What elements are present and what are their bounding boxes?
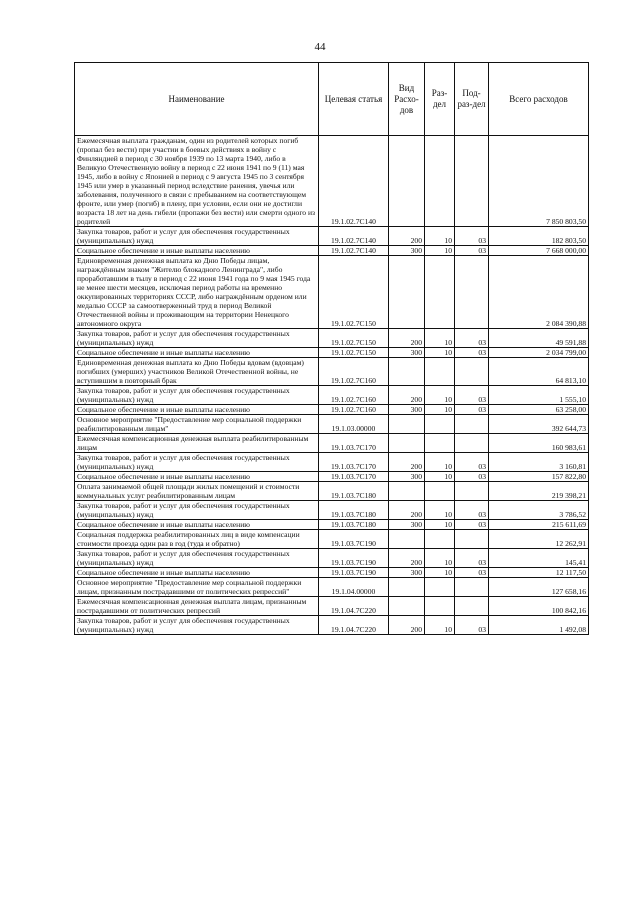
cell-kind: 200 [389, 386, 425, 405]
table-row [75, 246, 589, 256]
cell-section: 10 [425, 405, 455, 415]
cell-target: 19.1.03.7С190 [319, 549, 389, 568]
cell-target: 19.1.03.7С190 [319, 568, 389, 578]
header-total: Всего расходов [489, 63, 589, 136]
table-row [75, 256, 589, 329]
cell-total: 100 842,16 [489, 597, 589, 616]
cell-kind [389, 597, 425, 616]
cell-name: Ежемесячная компенсационная денежная выплата реабилитированным лицам [75, 434, 319, 453]
cell-subsection: 03 [455, 227, 489, 246]
cell-total: 160 983,61 [489, 434, 589, 453]
cell-total: 3 160,81 [489, 453, 589, 472]
cell-total: 2 034 799,00 [489, 348, 589, 358]
cell-kind: 300 [389, 568, 425, 578]
cell-kind: 300 [389, 472, 425, 482]
cell-target: 19.1.03.7С180 [319, 520, 389, 530]
cell-total: 12 262,91 [489, 530, 589, 549]
cell-section [425, 358, 455, 386]
cell-name: Социальное обеспечение и иные выплаты населению [75, 246, 319, 256]
cell-subsection: 03 [455, 568, 489, 578]
cell-subsection [455, 578, 489, 597]
cell-kind: 300 [389, 246, 425, 256]
cell-section: 10 [425, 501, 455, 520]
cell-section: 10 [425, 246, 455, 256]
cell-section [425, 578, 455, 597]
cell-section: 10 [425, 472, 455, 482]
cell-total: 63 258,00 [489, 405, 589, 415]
cell-target: 19.1.03.7С170 [319, 472, 389, 482]
cell-target: 19.1.02.7С150 [319, 348, 389, 358]
cell-total: 127 658,16 [489, 578, 589, 597]
table-row [75, 434, 589, 453]
cell-section: 10 [425, 227, 455, 246]
cell-name: Ежемесячная компенсационная денежная выплата лицам, признанным пострадавшими от политических репрессий [75, 597, 319, 616]
cell-subsection: 03 [455, 348, 489, 358]
cell-name: Закупка товаров, работ и услуг для обеспечения государственных (муниципальных) нужд [75, 501, 319, 520]
header-name: Наименование [75, 63, 319, 136]
cell-target: 19.1.03.7С180 [319, 482, 389, 501]
table-row [75, 472, 589, 482]
cell-section: 10 [425, 568, 455, 578]
cell-subsection [455, 597, 489, 616]
table-row [75, 386, 589, 405]
cell-name: Социальное обеспечение и иные выплаты населению [75, 348, 319, 358]
cell-subsection [455, 358, 489, 386]
table-header-row [75, 63, 589, 136]
header-target: Целевая статья [319, 63, 389, 136]
cell-target: 19.1.02.7С160 [319, 358, 389, 386]
cell-subsection: 03 [455, 549, 489, 568]
cell-name: Закупка товаров, работ и услуг для обеспечения государственных (муниципальных) нужд [75, 453, 319, 472]
cell-kind: 200 [389, 227, 425, 246]
cell-name: Единовременная денежная выплата ко Дню Победы вдовам (вдовцам) погибших (умерших) участников Великой Отечественной войны, не вступившим в повторный брак [75, 358, 319, 386]
cell-section: 10 [425, 616, 455, 635]
cell-target: 19.1.02.7С140 [319, 246, 389, 256]
cell-name: Закупка товаров, работ и услуг для обеспечения государственных (муниципальных) нужд [75, 227, 319, 246]
cell-target: 19.1.02.7С140 [319, 136, 389, 227]
cell-subsection: 03 [455, 453, 489, 472]
cell-total: 1 555,10 [489, 386, 589, 405]
cell-total: 157 822,80 [489, 472, 589, 482]
cell-target: 19.1.02.7С160 [319, 386, 389, 405]
table-row [75, 348, 589, 358]
cell-section [425, 136, 455, 227]
cell-total: 182 803,50 [489, 227, 589, 246]
cell-section [425, 597, 455, 616]
cell-target: 19.1.02.7С140 [319, 227, 389, 246]
cell-name: Ежемесячная выплата гражданам, один из родителей которых погиб (пропал без вести) при участии в боевых действиях в войну с Финляндией в период с 30 ноября 1939 по 13 марта 1940, либо в Великую Отечественную войну в период с 22 июня 1941 по 9 (11) мая 1945, либо в войну с Японией в период с 9 августа 1945 по 3 сентября 1945 или умер в указанный период вследствие ранения, увечья или заболевания, полученного в связи с пребыванием на соответствующем фронте, или умер (погиб) в плену, при условии, если они не достигли возраста 18 лет на день гибели (пропажи без вести) или смерти одного из родителей [75, 136, 319, 227]
cell-section [425, 415, 455, 434]
cell-subsection [455, 434, 489, 453]
table-body [75, 136, 589, 635]
cell-kind [389, 434, 425, 453]
cell-subsection: 03 [455, 616, 489, 635]
cell-target: 19.1.03.7С190 [319, 530, 389, 549]
cell-kind: 200 [389, 549, 425, 568]
cell-subsection [455, 415, 489, 434]
header-subsection: Под-раз-дел [455, 63, 489, 136]
cell-section: 10 [425, 549, 455, 568]
table-row [75, 227, 589, 246]
table-row [75, 597, 589, 616]
table-row [75, 520, 589, 530]
cell-section [425, 434, 455, 453]
cell-section: 10 [425, 348, 455, 358]
table-row [75, 358, 589, 386]
cell-target: 19.1.04.7С220 [319, 597, 389, 616]
cell-name: Закупка товаров, работ и услуг для обеспечения государственных (муниципальных) нужд [75, 616, 319, 635]
cell-kind: 300 [389, 348, 425, 358]
table-row [75, 616, 589, 635]
cell-total: 1 492,08 [489, 616, 589, 635]
table-row [75, 415, 589, 434]
cell-target: 19.1.02.7С150 [319, 256, 389, 329]
cell-total: 3 786,52 [489, 501, 589, 520]
cell-name: Социальное обеспечение и иные выплаты населению [75, 520, 319, 530]
cell-total: 49 591,88 [489, 329, 589, 348]
cell-kind: 200 [389, 453, 425, 472]
cell-subsection [455, 256, 489, 329]
table-row [75, 530, 589, 549]
cell-name: Единовременная денежная выплата ко Дню Победы лицам, награждённым знаком "Жителю блокадного Ленинграда", либо проработавшим в тылу в период с 22 июня 1941 года по 9 мая 1945 года не менее шести месяцев, исключая период работы на временно оккупированных территориях СССР, либо награждённым орденом или медалью СССР за самоотверженный труд в период Великой Отечественной войны и проживающим на территории Ненецкого автономного округа [75, 256, 319, 329]
table-row [75, 568, 589, 578]
cell-section: 10 [425, 386, 455, 405]
cell-name: Социальное обеспечение и иные выплаты населению [75, 472, 319, 482]
cell-total: 392 644,73 [489, 415, 589, 434]
cell-total: 145,41 [489, 549, 589, 568]
cell-name: Социальная поддержка реабилитированных лиц в виде компенсации стоимости проезда один раз в год (туда и обратно) [75, 530, 319, 549]
cell-name: Основное мероприятие "Предоставление мер социальной поддержки реабилитированным лицам" [75, 415, 319, 434]
cell-subsection: 03 [455, 386, 489, 405]
table-row [75, 136, 589, 227]
table-row [75, 453, 589, 472]
cell-kind [389, 530, 425, 549]
cell-target: 19.1.03.7С180 [319, 501, 389, 520]
cell-target: 19.1.04.00000 [319, 578, 389, 597]
cell-name: Социальное обеспечение и иные выплаты населению [75, 568, 319, 578]
cell-section [425, 482, 455, 501]
cell-target: 19.1.03.7С170 [319, 453, 389, 472]
cell-total: 7 668 000,00 [489, 246, 589, 256]
table-row [75, 549, 589, 568]
header-section: Раз-дел [425, 63, 455, 136]
cell-subsection: 03 [455, 246, 489, 256]
cell-subsection [455, 530, 489, 549]
cell-total: 12 117,50 [489, 568, 589, 578]
cell-subsection: 03 [455, 329, 489, 348]
cell-name: Социальное обеспечение и иные выплаты населению [75, 405, 319, 415]
table-row [75, 329, 589, 348]
cell-kind [389, 136, 425, 227]
cell-name: Закупка товаров, работ и услуг для обеспечения государственных (муниципальных) нужд [75, 386, 319, 405]
cell-name: Закупка товаров, работ и услуг для обеспечения государственных (муниципальных) нужд [75, 549, 319, 568]
cell-name: Закупка товаров, работ и услуг для обеспечения государственных (муниципальных) нужд [75, 329, 319, 348]
cell-total: 7 850 803,50 [489, 136, 589, 227]
cell-target: 19.1.02.7С150 [319, 329, 389, 348]
cell-target: 19.1.04.7С220 [319, 616, 389, 635]
cell-kind: 200 [389, 501, 425, 520]
page-number: 44 [314, 41, 326, 53]
cell-kind [389, 482, 425, 501]
cell-subsection [455, 482, 489, 501]
cell-target: 19.1.03.7С170 [319, 434, 389, 453]
cell-subsection: 03 [455, 472, 489, 482]
cell-section [425, 530, 455, 549]
cell-section: 10 [425, 453, 455, 472]
table-row [75, 405, 589, 415]
cell-kind: 200 [389, 329, 425, 348]
cell-name: Основное мероприятие "Предоставление мер социальной поддержки лицам, признанным пострадавшими от политических репрессий" [75, 578, 319, 597]
cell-subsection [455, 136, 489, 227]
cell-total: 64 813,10 [489, 358, 589, 386]
cell-subsection: 03 [455, 405, 489, 415]
cell-section: 10 [425, 329, 455, 348]
table-row [75, 501, 589, 520]
cell-subsection: 03 [455, 520, 489, 530]
cell-name: Оплата занимаемой общей площади жилых помещений и стоимости коммунальных услуг реабилитированным лицам [75, 482, 319, 501]
cell-section [425, 256, 455, 329]
budget-table [74, 62, 589, 635]
cell-subsection: 03 [455, 501, 489, 520]
cell-kind [389, 358, 425, 386]
cell-total: 219 398,21 [489, 482, 589, 501]
header-kind: Вид Расхо-дов [389, 63, 425, 136]
cell-kind [389, 578, 425, 597]
cell-kind: 300 [389, 520, 425, 530]
cell-kind [389, 415, 425, 434]
cell-section: 10 [425, 520, 455, 530]
cell-target: 19.1.02.7С160 [319, 405, 389, 415]
cell-kind: 300 [389, 405, 425, 415]
cell-kind [389, 256, 425, 329]
cell-kind: 200 [389, 616, 425, 635]
cell-total: 2 084 390,88 [489, 256, 589, 329]
cell-target: 19.1.03.00000 [319, 415, 389, 434]
cell-total: 215 611,69 [489, 520, 589, 530]
table-row [75, 578, 589, 597]
table-row [75, 482, 589, 501]
